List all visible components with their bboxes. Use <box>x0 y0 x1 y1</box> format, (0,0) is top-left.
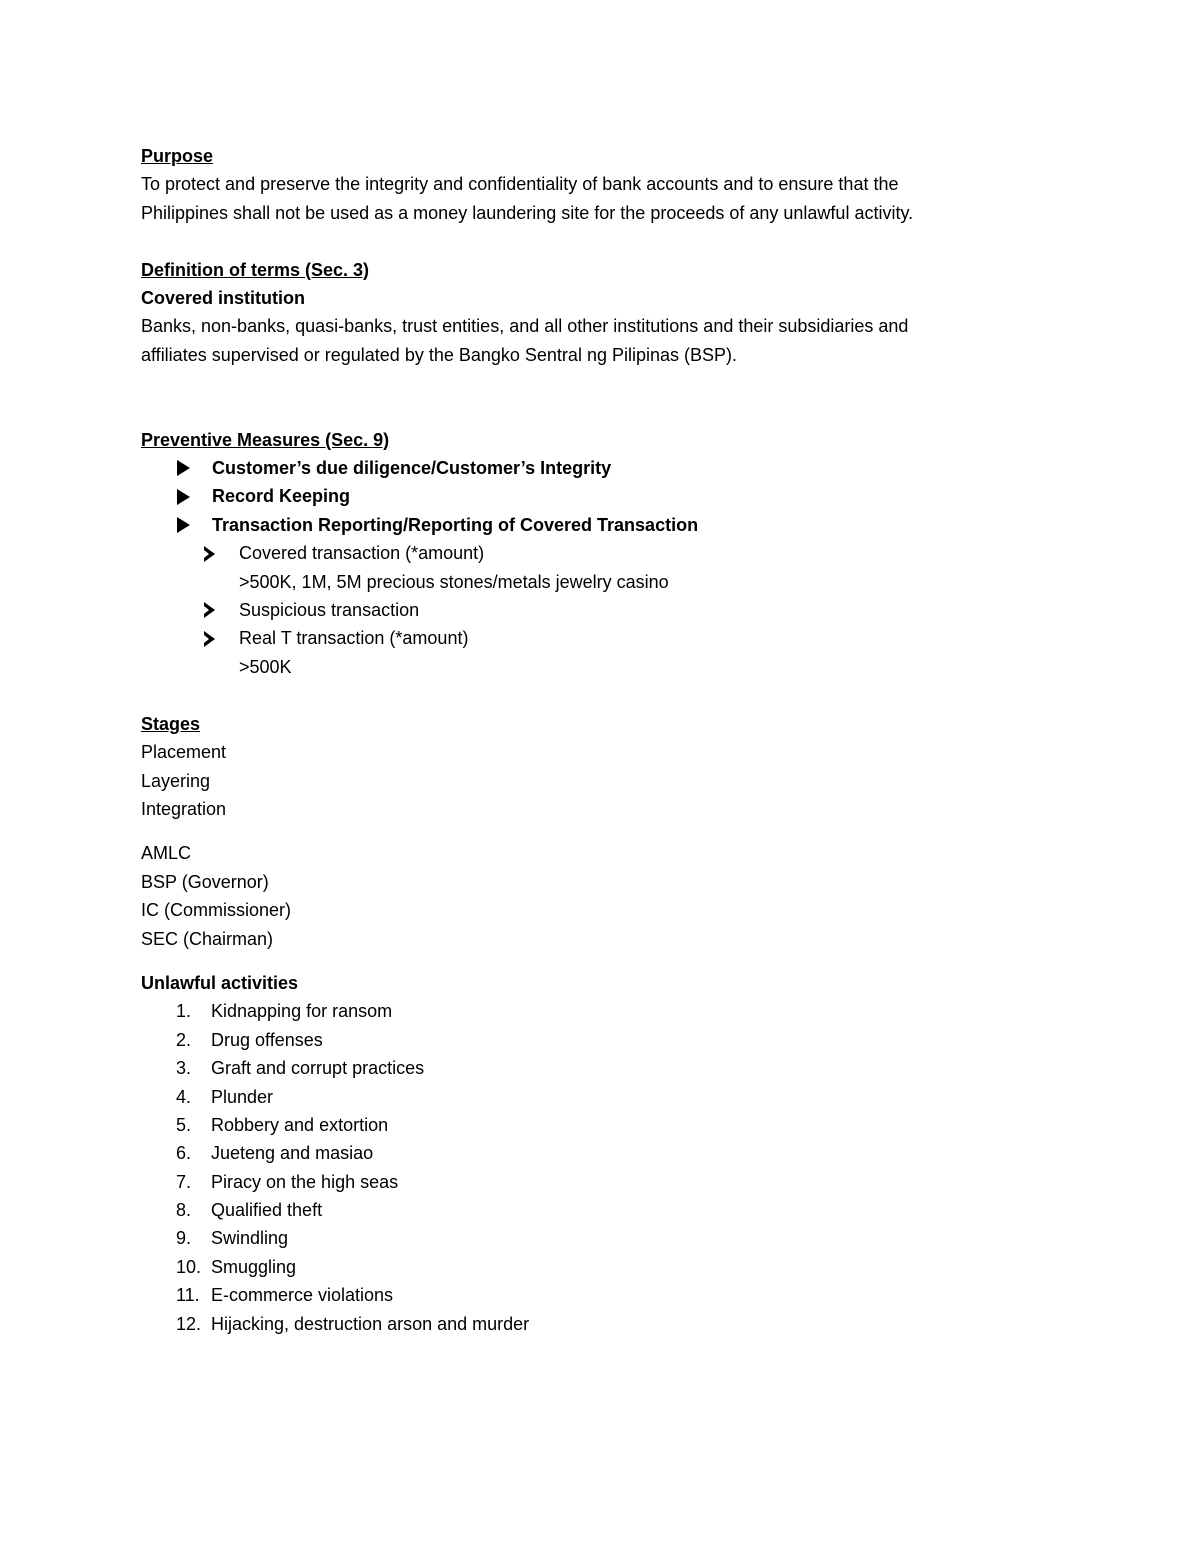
definitions-line-1: Banks, non-banks, quasi-banks, trust entities, and all other institutions and their subsidiaries and <box>141 316 909 337</box>
list-number: 2. <box>176 1029 192 1050</box>
list-text: Swindling <box>211 1228 289 1249</box>
list-text: Plunder <box>211 1086 274 1107</box>
definitions-line-2: affiliates supervised or regulated by the Bangko Sentral ng Pilipinas (BSP). <box>141 344 738 365</box>
preventive-item-label: Record Keeping <box>212 486 351 507</box>
list-text: Piracy on the high seas <box>211 1171 399 1192</box>
spacer <box>141 953 1041 969</box>
spacer <box>141 398 1041 426</box>
list-number: 8. <box>176 1200 192 1221</box>
purpose-line-2: Philippines shall not be used as a money laundering site for the proceeds of any unlawful activity. <box>141 202 914 223</box>
list-item <box>141 1083 1041 1111</box>
list-text: Qualified theft <box>211 1200 323 1221</box>
list-item <box>141 1310 1041 1338</box>
list-number: 4. <box>176 1086 192 1107</box>
arrow-bullet-icon <box>177 460 190 476</box>
list-item <box>141 1196 1041 1224</box>
amlc-item: BSP (Governor) <box>141 871 269 892</box>
stage-item: Layering <box>141 770 211 791</box>
list-item <box>141 1111 1041 1139</box>
subitem-label: Suspicious transaction <box>239 599 420 620</box>
spacer <box>141 681 1041 709</box>
amlc-item: IC (Commissioner) <box>141 900 292 921</box>
definitions-heading: Definition of terms (Sec. 3) <box>141 259 370 280</box>
list-item <box>141 1281 1041 1309</box>
list-text: Smuggling <box>211 1256 297 1277</box>
stage-item: Placement <box>141 742 227 763</box>
list-number: 9. <box>176 1228 192 1249</box>
arrow-bullet-icon <box>204 631 215 647</box>
stage-item: Integration <box>141 798 227 819</box>
list-item <box>141 1224 1041 1252</box>
purpose-heading: Purpose <box>141 146 214 166</box>
list-text: Kidnapping for ransom <box>211 1001 393 1022</box>
spacer <box>141 227 1041 255</box>
subitem-label: Covered transaction (*amount) <box>239 543 485 564</box>
list-text: Robbery and extortion <box>211 1114 389 1135</box>
preventive-item-label: Transaction Reporting/Reporting of Covered Transaction <box>212 514 699 535</box>
arrow-bullet-icon <box>177 489 190 505</box>
list-text: Drug offenses <box>211 1029 323 1050</box>
preventive-item <box>141 483 1041 511</box>
list-item <box>141 1168 1041 1196</box>
list-text: E-commerce violations <box>211 1285 394 1306</box>
document-page <box>141 142 1041 1338</box>
list-item <box>141 1253 1041 1281</box>
list-text: Graft and corrupt practices <box>211 1058 425 1079</box>
preventive-subitem <box>141 539 1041 567</box>
list-number: 5. <box>176 1114 192 1135</box>
preventive-subitem <box>141 625 1041 653</box>
preventive-heading: Preventive Measures (Sec. 9) <box>141 429 390 450</box>
list-number: 11. <box>176 1285 200 1306</box>
preventive-subitem <box>141 596 1041 624</box>
amlc-item: SEC (Chairman) <box>141 928 274 949</box>
list-item <box>141 1054 1041 1082</box>
subitem-detail: >500K, 1M, 5M precious stones/metals jewelry casino <box>239 571 669 592</box>
unlawful-heading: Unlawful activities <box>141 972 299 993</box>
subitem-detail: >500K <box>239 657 292 678</box>
stages-heading: Stages <box>141 713 201 734</box>
definitions-term: Covered institution <box>141 287 306 308</box>
purpose-line-1: To protect and preserve the integrity and confidentiality of bank accounts and to ensure that the <box>141 174 899 195</box>
list-number: 1. <box>176 1001 192 1022</box>
arrow-bullet-icon <box>177 517 190 533</box>
list-number: 12. <box>176 1313 202 1334</box>
list-item <box>141 1139 1041 1167</box>
list-text: Jueteng and masiao <box>211 1143 374 1164</box>
spacer <box>141 369 1041 397</box>
list-number: 3. <box>176 1058 192 1079</box>
arrow-bullet-icon <box>204 602 215 618</box>
list-item <box>141 1026 1041 1054</box>
amlc-item: AMLC <box>141 843 192 864</box>
spacer <box>141 823 1041 839</box>
arrow-bullet-icon <box>204 546 215 562</box>
list-number: 6. <box>176 1143 192 1164</box>
list-item <box>141 997 1041 1025</box>
preventive-item <box>141 454 1041 482</box>
preventive-item <box>141 511 1041 539</box>
list-number: 7. <box>176 1171 192 1192</box>
preventive-item-label: Customer’s due diligence/Customer’s Integrity <box>212 457 612 478</box>
list-text: Hijacking, destruction arson and murder <box>211 1313 530 1334</box>
list-number: 10. <box>176 1256 202 1277</box>
subitem-label: Real T transaction (*amount) <box>239 628 469 649</box>
